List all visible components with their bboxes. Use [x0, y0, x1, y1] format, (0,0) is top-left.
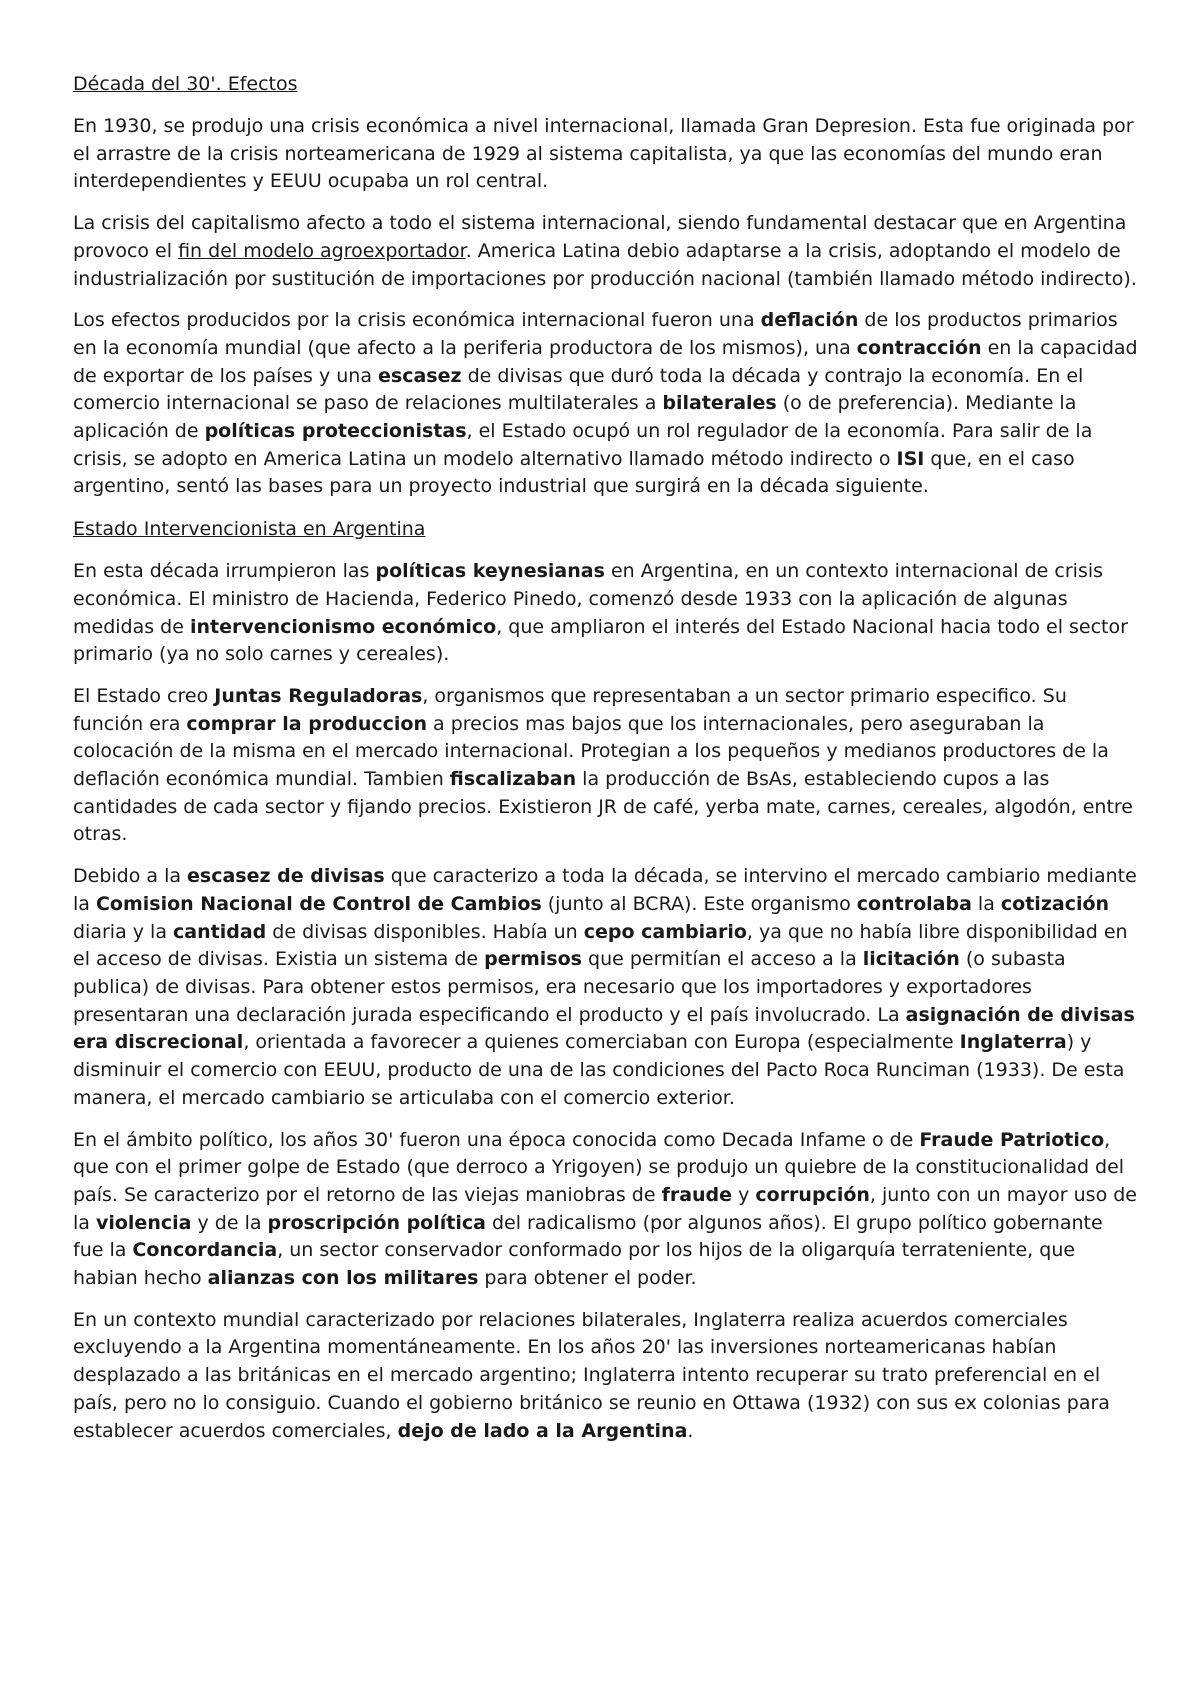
bold-term: intervencionismo económico: [189, 615, 497, 638]
text-run: Los efectos producidos por la crisis económica internacional fueron una: [73, 309, 761, 332]
bold-term: asignación de divisas era discrecional: [73, 1003, 1135, 1054]
bold-term: escasez: [378, 364, 462, 387]
text-run: ) y disminuir el comercio con EEUU, producto de una de las condiciones del Pacto Roca Runciman (1933). De esta manera, el mercado cambiario se articulaba con el comercio exterior.: [73, 1031, 1125, 1109]
text-run: del radicalismo (por algunos años). El grupo político gobernante fue la: [73, 1211, 1103, 1262]
bold-term: escasez de divisas: [187, 865, 385, 888]
paragraph-decada-infame: [73, 1127, 1138, 1293]
text-run: diaria y la: [73, 920, 174, 943]
text-run: que caracterizo a toda la década, se intervino el mercado cambiario mediante la: [73, 865, 1137, 915]
bold-term: fraude: [661, 1183, 733, 1206]
bold-term: permisos: [484, 948, 582, 971]
text-run: en Argentina, en un contexto internacional de crisis económica. El ministro de Hacienda, Federico Pinedo, comenzó desde 1933 con la aplicación de algunas medidas de: [73, 560, 1104, 638]
section-heading-efectos: Década del 30'. Efectos: [73, 73, 298, 95]
text-run: , junto con un mayor uso de la: [73, 1183, 1137, 1234]
bold-term: corrupción: [755, 1183, 870, 1206]
bold-term: bilaterales: [662, 392, 777, 415]
bold-term: Concordancia: [132, 1239, 278, 1262]
bold-term: controlaba: [856, 892, 972, 915]
bold-term: cantidad: [173, 920, 267, 943]
bold-term: comprar la produccion: [186, 712, 427, 735]
bold-term: dejo de lado a la Argentina: [397, 1419, 688, 1442]
bold-term: fiscalizaban: [449, 768, 577, 791]
text-run: de divisas disponibles. Había un: [266, 920, 584, 943]
text-run: El Estado creo: [73, 684, 215, 707]
bold-term: alianzas con los militares: [207, 1267, 479, 1290]
paragraph-efectos-crisis: [73, 307, 1138, 501]
bold-term: cotización: [1000, 892, 1110, 915]
text-run: La crisis del capitalismo afecto a todo el sistema internacional, siendo fundamental destacar que en Argentina provoco el: [73, 212, 1127, 262]
text-run: Debido a la: [73, 865, 188, 888]
text-run: .: [687, 1419, 694, 1442]
text-run: (junto al BCRA). Este organismo: [541, 892, 857, 915]
text-run: , que con el primer golpe de Estado (que derroco a Yrigoyen) se produjo un quiebre de la constitucionalidad del país. Se caracterizo por el retorno de las viejas maniobras de: [73, 1128, 1125, 1206]
text-run: de divisas que duró toda la década y contrajo la economía. En el comercio internacional se paso de relaciones multilaterales a: [73, 364, 1084, 415]
bold-term: proscripción política: [267, 1211, 486, 1234]
paragraph-gran-depresion: En 1930, se produjo una crisis económica a nivel internacional, llamada Gran Depresion. Esta fue originada por el arrastre de la crisis norteamericana de 1929 al sistema capitalista, ya que las economías del mundo eran interdependientes y EEUU ocupaba un rol central.: [73, 115, 1134, 193]
text-run: que, en el caso argentino, sentó las bases para un proyecto industrial que surgirá en la década siguiente.: [73, 447, 1075, 498]
paragraph-control-de-cambios: [73, 863, 1138, 1112]
bold-term: Comision Nacional de Control de Cambios: [95, 892, 542, 915]
text-run: , ya que no había libre disponibilidad en el acceso de divisas. Existia un sistema de: [73, 920, 1128, 971]
text-run: y de la: [191, 1211, 268, 1234]
bold-term: contracción: [856, 336, 982, 359]
document-page: [73, 70, 1138, 1459]
text-run: que permitían el acceso a la: [581, 948, 863, 971]
paragraph-juntas-reguladoras: [73, 683, 1138, 849]
paragraph-politicas-keynesianas: [73, 558, 1138, 669]
bold-term: ISI: [896, 447, 925, 470]
text-run: , que ampliaron el interés del Estado Nacional hacia todo el sector primario (ya no solo carnes y cereales).: [73, 615, 1128, 666]
text-run: (o de preferencia). Mediante la aplicación de: [73, 392, 1077, 443]
text-run: en la capacidad de exportar de los países y una: [73, 336, 1138, 387]
paragraph-ottawa: [73, 1307, 1138, 1446]
bold-term: violencia: [95, 1211, 192, 1234]
text-run: , un sector conservador conformado por los hijos de la oligarquía terrateniente, que habian hecho: [73, 1239, 1076, 1290]
section-heading-estado-intervencionista: Estado Intervencionista en Argentina: [73, 518, 426, 541]
bold-term: políticas proteccionistas: [204, 420, 467, 443]
text-run: y: [732, 1183, 756, 1206]
bold-term: cepo cambiario: [583, 920, 747, 943]
text-run: (o subasta publica) de divisas. Para obtener estos permisos, era necesario que los importadores y exportadores presentaran una declaración jurada especificando el producto y el país involucrado. La: [73, 948, 1066, 1026]
text-run: a precios mas bajos que los internacionales, pero aseguraban la colocación de la misma en el mercado internacional. Protegian a los pequeños y medianos productores de la deflación económica mundial. Tambien: [73, 712, 1109, 791]
text-run: . America Latina debio adaptarse a la crisis, adoptando el modelo de industrialización por sustitución de importaciones por producción nacional (también llamado método indirecto).: [73, 239, 1137, 290]
text-run: la producción de BsAs, estableciendo cupos a las cantidades de cada sector y fijando precios. Existieron JR de café, yerba mate, carnes, cereales, algodón, entre otras.: [73, 768, 1133, 846]
text-run: En el ámbito político, los años 30' fueron una época conocida como Decada Infame o de: [73, 1128, 920, 1151]
text-run: para obtener el poder.: [478, 1267, 697, 1290]
paragraph-crisis-capitalismo: [73, 210, 1138, 293]
bold-term: políticas keynesianas: [375, 560, 605, 583]
bold-term: Inglaterra: [959, 1031, 1067, 1054]
underlined-text: fin del modelo agroexportador: [178, 239, 466, 262]
text-run: En esta década irrumpieron las: [73, 560, 376, 583]
bold-term: deflación: [760, 309, 859, 332]
bold-term: Fraude Patriotico: [919, 1128, 1105, 1151]
text-run: la: [971, 892, 1001, 915]
text-run: de los productos primarios en la economía mundial (que afecto a la periferia productora de los mismos), una: [73, 309, 1118, 359]
text-run: , el Estado ocupó un rol regulador de la economía. Para salir de la crisis, se adopto en America Latina un modelo alternativo llamado método indirecto o: [73, 420, 1093, 470]
bold-term: Juntas Reguladoras: [214, 684, 423, 707]
text-run: , organismos que representaban a un sector primario especifico. Su función era: [73, 684, 1067, 735]
bold-term: licitación: [862, 948, 960, 971]
text-run: , orientada a favorecer a quienes comerciaban con Europa (especialmente: [243, 1031, 960, 1054]
text-run: En un contexto mundial caracterizado por relaciones bilaterales, Inglaterra realiza acuerdos comerciales excluyendo a la Argentina momentáneamente. En los años 20' las inversiones norteamericanas habían desplazado a las británicas en el mercado argentino; Inglaterra intento recuperar su trato preferencial en el país, pero no lo consiguio. Cuando el gobierno británico se reunio en Ottawa (1932) con sus ex colonias para establecer acuerdos comerciales,: [73, 1308, 1110, 1442]
